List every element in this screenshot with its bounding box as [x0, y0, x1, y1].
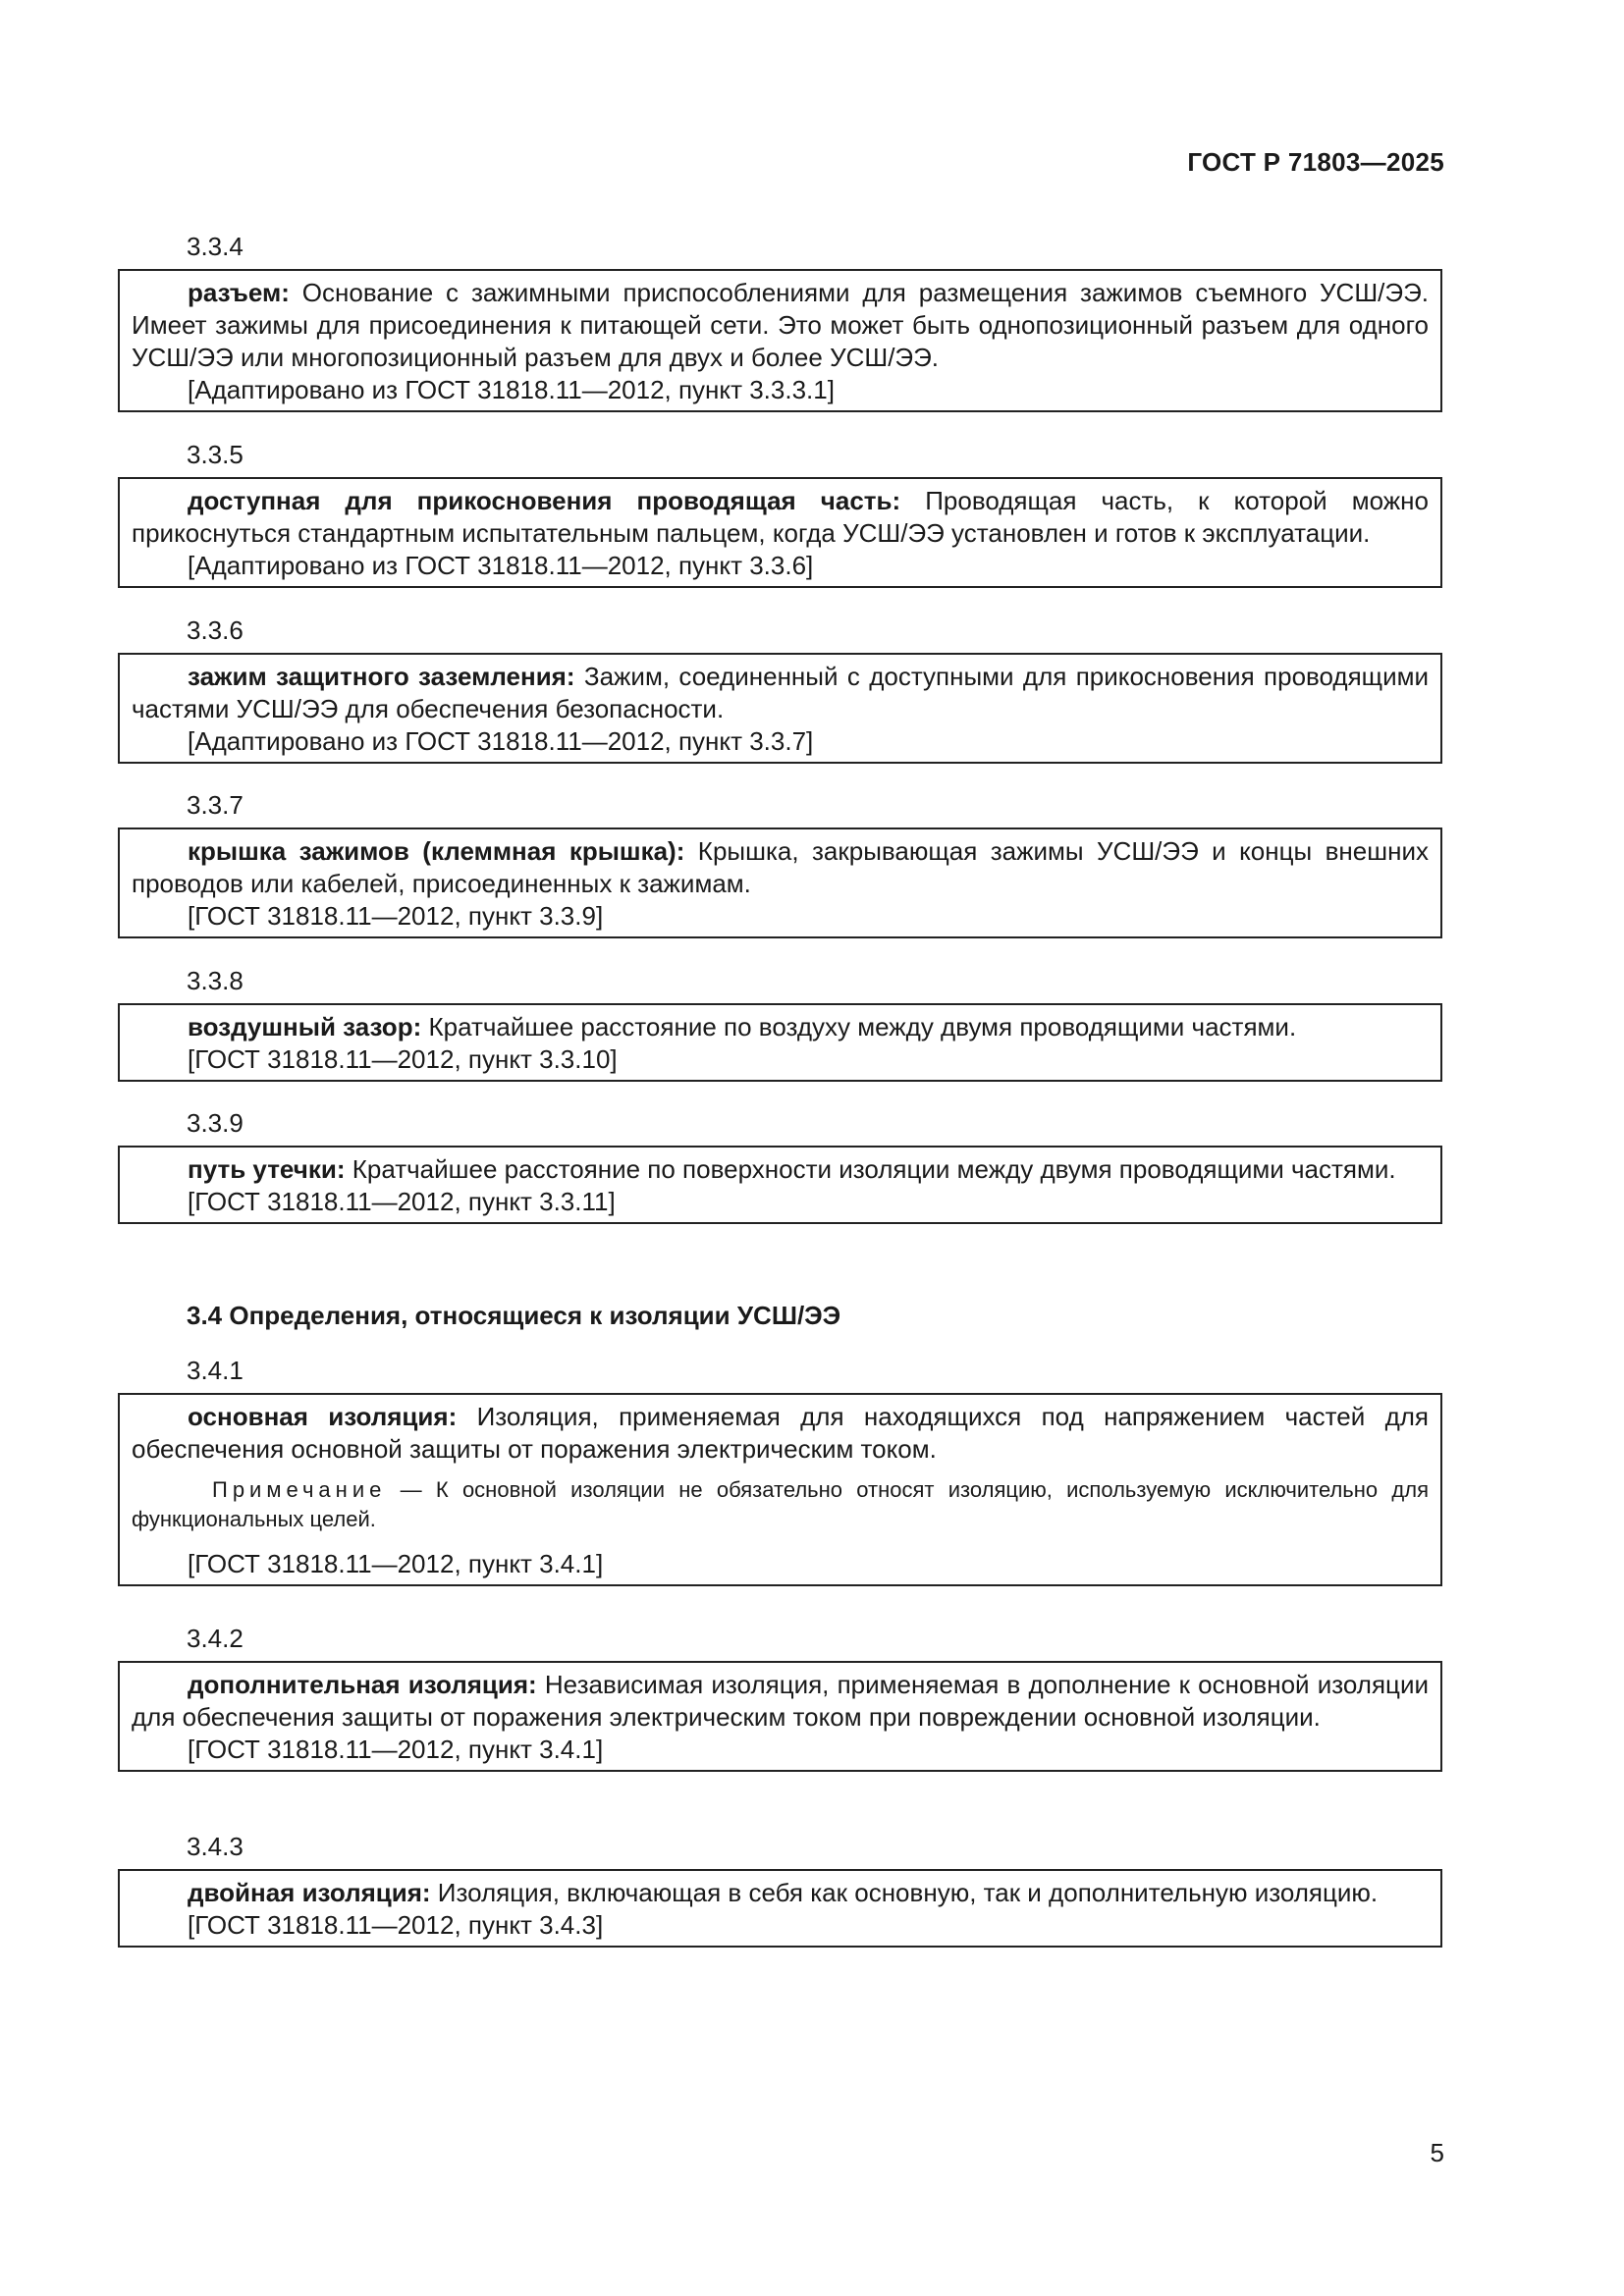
definition-text: Проводящая часть, к которой можно прикоснуться стандартным испытательным пальцем, когда УСШ/ЭЭ установлен и готов к эксплуатации. — [132, 486, 1429, 548]
term-box — [118, 269, 1442, 412]
term-definition — [132, 835, 1429, 900]
term-name: крышка зажимов (клеммная крышка): — [188, 836, 685, 866]
term-number: 3.4.2 — [187, 1624, 244, 1653]
term-definition — [132, 1669, 1429, 1734]
term-source: [ГОСТ 31818.11—2012, пункт 3.3.10] — [188, 1044, 618, 1074]
term-source: [ГОСТ 31818.11—2012, пункт 3.3.11] — [188, 1187, 616, 1216]
term-number: 3.3.7 — [187, 790, 244, 820]
definition-text: Зажим, соединенный с доступными для прикосновения проводящими частями УСШ/ЭЭ для обеспечения безопасности. — [132, 662, 1429, 723]
term-number: 3.3.5 — [187, 440, 244, 469]
definition-text: Кратчайшее расстояние по воздуху между двумя проводящими частями. — [421, 1012, 1297, 1041]
page-number: 5 — [1430, 2138, 1444, 2167]
term-definition — [132, 661, 1429, 725]
term-number: 3.4.1 — [187, 1356, 244, 1385]
section-heading: 3.4 Определения, относящиеся к изоляции УСШ/ЭЭ — [187, 1301, 841, 1330]
term-name: основная изоляция: — [188, 1402, 458, 1431]
term-entry — [118, 1106, 1442, 1224]
term-box — [118, 828, 1442, 938]
term-name: зажим защитного заземления: — [188, 662, 575, 691]
term-name: доступная для прикосновения проводящая часть: — [188, 486, 901, 515]
term-entry — [118, 438, 1442, 588]
definition-text: Кратчайшее расстояние по поверхности изоляции между двумя проводящими частями. — [345, 1154, 1396, 1184]
term-definition — [132, 1011, 1429, 1043]
term-box — [118, 477, 1442, 588]
term-source: [ГОСТ 31818.11—2012, пункт 3.4.1] — [188, 1735, 604, 1764]
definition-text: Основание с зажимными приспособлениями для размещения зажимов съемного УСШ/ЭЭ. Имеет зажимы для присоединения к питающей сети. Это может быть однопозиционный разъем для одного УСШ/ЭЭ или многопозиционный разъем для двух и более УСШ/ЭЭ. — [132, 278, 1429, 372]
term-box — [118, 1661, 1442, 1772]
term-name: воздушный зазор: — [188, 1012, 422, 1041]
term-note — [132, 1475, 1429, 1534]
note-text: — К основной изоляции не обязательно относят изоляцию, используемую исключительно для функциональных целей. — [132, 1477, 1429, 1531]
note-label: Примечание — [212, 1477, 387, 1502]
term-entry — [118, 788, 1442, 938]
term-source: [ГОСТ 31818.11—2012, пункт 3.3.9] — [188, 901, 604, 931]
term-definition — [132, 485, 1429, 550]
term-box — [118, 1869, 1442, 1948]
term-number: 3.3.8 — [187, 966, 244, 995]
term-source: [ГОСТ 31818.11—2012, пункт 3.4.1] — [188, 1549, 604, 1578]
term-box — [118, 1393, 1442, 1586]
term-name: двойная изоляция: — [188, 1878, 431, 1907]
term-box — [118, 1146, 1442, 1224]
term-source: [ГОСТ 31818.11—2012, пункт 3.4.3] — [188, 1910, 604, 1940]
term-entry — [118, 1622, 1442, 1772]
term-number: 3.4.3 — [187, 1832, 244, 1861]
term-source: [Адаптировано из ГОСТ 31818.11—2012, пункт 3.3.6] — [188, 551, 814, 580]
term-box — [118, 653, 1442, 764]
term-number: 3.3.9 — [187, 1108, 244, 1138]
term-definition — [132, 1877, 1429, 1909]
term-entry — [118, 230, 1442, 412]
term-entry — [118, 614, 1442, 764]
term-definition — [132, 1401, 1429, 1466]
definition-text: Изоляция, применяемая для находящихся под напряжением частей для обеспечения основной защиты от поражения электрическим током. — [132, 1402, 1430, 1464]
definition-text: Крышка, закрывающая зажимы УСШ/ЭЭ и концы внешних проводов или кабелей, присоединенных к зажимам. — [132, 836, 1429, 898]
term-entry — [118, 1830, 1442, 1948]
definition-text: Изоляция, включающая в себя как основную, так и дополнительную изоляцию. — [430, 1878, 1379, 1907]
term-entry — [118, 1354, 1442, 1586]
term-box — [118, 1003, 1442, 1082]
term-source: [Адаптировано из ГОСТ 31818.11—2012, пункт 3.3.3.1] — [188, 375, 835, 404]
term-number: 3.3.4 — [187, 232, 244, 261]
definition-text: Независимая изоляция, применяемая в дополнение к основной изоляции для обеспечения защиты от поражения электрическим током при повреждении основной изоляции. — [132, 1670, 1429, 1732]
term-number: 3.3.6 — [187, 615, 244, 645]
term-definition — [132, 1153, 1429, 1186]
term-name: дополнительная изоляция: — [188, 1670, 537, 1699]
term-name: разъем: — [188, 278, 290, 307]
term-definition — [132, 277, 1429, 374]
document-id-header: ГОСТ Р 71803—2025 — [1187, 147, 1444, 177]
term-name: путь утечки: — [188, 1154, 346, 1184]
term-entry — [118, 964, 1442, 1082]
term-source: [Адаптировано из ГОСТ 31818.11—2012, пункт 3.3.7] — [188, 726, 814, 756]
